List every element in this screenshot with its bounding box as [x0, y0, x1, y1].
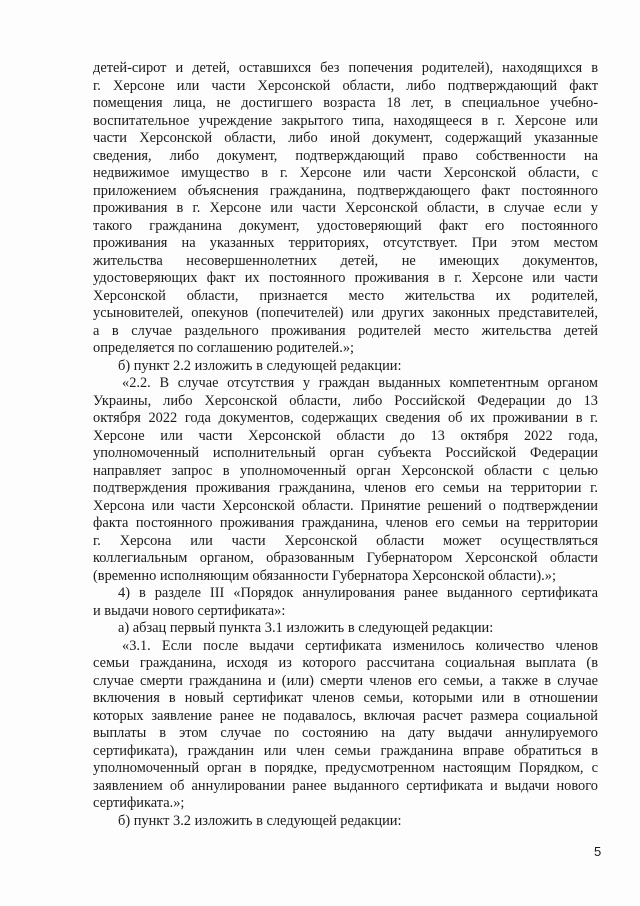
text-line: приложением объяснения гражданина, подтверждающего факт постоянного — [93, 182, 598, 199]
text-line: г. Херсона или части Херсонской области может осуществляться — [93, 532, 598, 549]
text-line: части Херсонской области, либо иной документ, содержащий указанные — [93, 130, 598, 146]
text-line: помещения лица, не достигшего возраста 18 лет, в специальное учебно- — [93, 95, 598, 111]
text-line: а в случае раздельного проживания родителей место жительства детей — [93, 322, 598, 339]
text-line: 4) в разделе III «Порядок аннулирования ранее выданного сертификата — [118, 585, 598, 601]
text-line: определяется по соглашению родителей.»; — [93, 340, 355, 356]
text-line: подтверждения проживания гражданина, членов его семьи на территории г. — [93, 480, 598, 496]
text-line: детей-сирот и детей, оставшихся без попечения родителей), находящихся в — [93, 60, 598, 76]
text-line: и выдачи нового сертификата»: — [93, 602, 286, 619]
text-line: удостоверяющих факт их постоянного проживания в г. Херсоне или части — [93, 270, 598, 286]
text-line: сертификата.»; — [93, 795, 185, 811]
text-line: уполномоченный орган в порядке, предусмотренном настоящим Порядком, с — [93, 760, 598, 776]
text-line: выплаты в этом случае по состоянию на дату выдачи аннулируемого — [93, 725, 598, 741]
text-line: б) пункт 3.2 изложить в следующей редакции: — [118, 812, 402, 829]
document-body — [93, 60, 598, 830]
text-line: б) пункт 2.2 изложить в следующей редакции: — [118, 357, 402, 374]
text-line: которых заявление ранее не подавалось, включая расчет размера социальной — [93, 707, 598, 724]
text-line: проживания в г. Херсоне или части Херсонской области, в случае если у — [93, 200, 598, 216]
text-line: Херсонской области, признается место жительства их родителей, — [93, 287, 598, 304]
text-line: такого гражданина документ, удостоверяющий факт его постоянного — [93, 217, 598, 234]
text-line: заявлением об аннулировании ранее выданного сертификата и выдачи нового — [93, 777, 598, 794]
text-line: проживания на указанных территориях, отсутствует. При этом местом — [93, 235, 598, 251]
text-line: случае смерти гражданина и (или) смерти членов его семьи, а также в случае — [93, 672, 598, 689]
page-number: 5 — [594, 844, 602, 859]
text-line: факта постоянного проживания гражданина, членов его семьи на территории — [93, 515, 598, 531]
text-line: жительства несовершеннолетних детей, не имеющих документов, — [93, 252, 598, 269]
text-line: Херсона или части Херсонской области. Принятие решений о подтверждении — [93, 497, 598, 514]
text-line: «2.2. В случае отсутствия у граждан выданных компетентным органом — [122, 375, 598, 391]
text-line: Херсоне или части Херсонской области до 13 октября 2022 года, — [93, 427, 598, 444]
text-line: включения в новый сертификат членов семьи, которыми или в отношении — [93, 690, 598, 706]
text-line: воспитательное учреждение закрытого типа, находящееся в г. Херсоне или — [93, 112, 598, 129]
text-line: октября 2022 года документов, содержащих сведения об их проживании в г. — [93, 410, 598, 426]
text-line: коллегиальным органом, образованным Губернатором Херсонской области — [93, 550, 598, 566]
text-line: сертификата), гражданин или член семьи гражданина вправе обратиться в — [93, 742, 598, 759]
text-line: семьи гражданина, исходя из которого рассчитана социальная выплата (в — [93, 655, 598, 671]
text-line: недвижимое имущество в г. Херсоне или части Херсонской области, с — [93, 165, 598, 181]
text-line: Украины, либо Херсонской области, либо Российской Федерации до 13 — [93, 392, 598, 409]
text-line: уполномоченный исполнительный орган субъекта Российской Федерации — [93, 445, 598, 461]
text-line: а) абзац первый пункта 3.1 изложить в следующей редакции: — [118, 620, 494, 636]
text-line: «3.1. Если после выдачи сертификата изменилось количество членов — [122, 637, 598, 654]
text-line: направляет запрос в уполномоченный орган Херсонской области с целью — [93, 462, 598, 479]
text-line: (временно исполняющим обязанности Губернатора Херсонской области).»; — [93, 567, 556, 584]
text-line: усыновителей, опекунов (попечителей) или других законных представителей, — [93, 305, 598, 321]
text-line: сведения, либо документ, подтверждающий право собственности на — [93, 147, 598, 164]
text-line: г. Херсоне или части Херсонской области, либо подтверждающий факт — [93, 77, 598, 94]
